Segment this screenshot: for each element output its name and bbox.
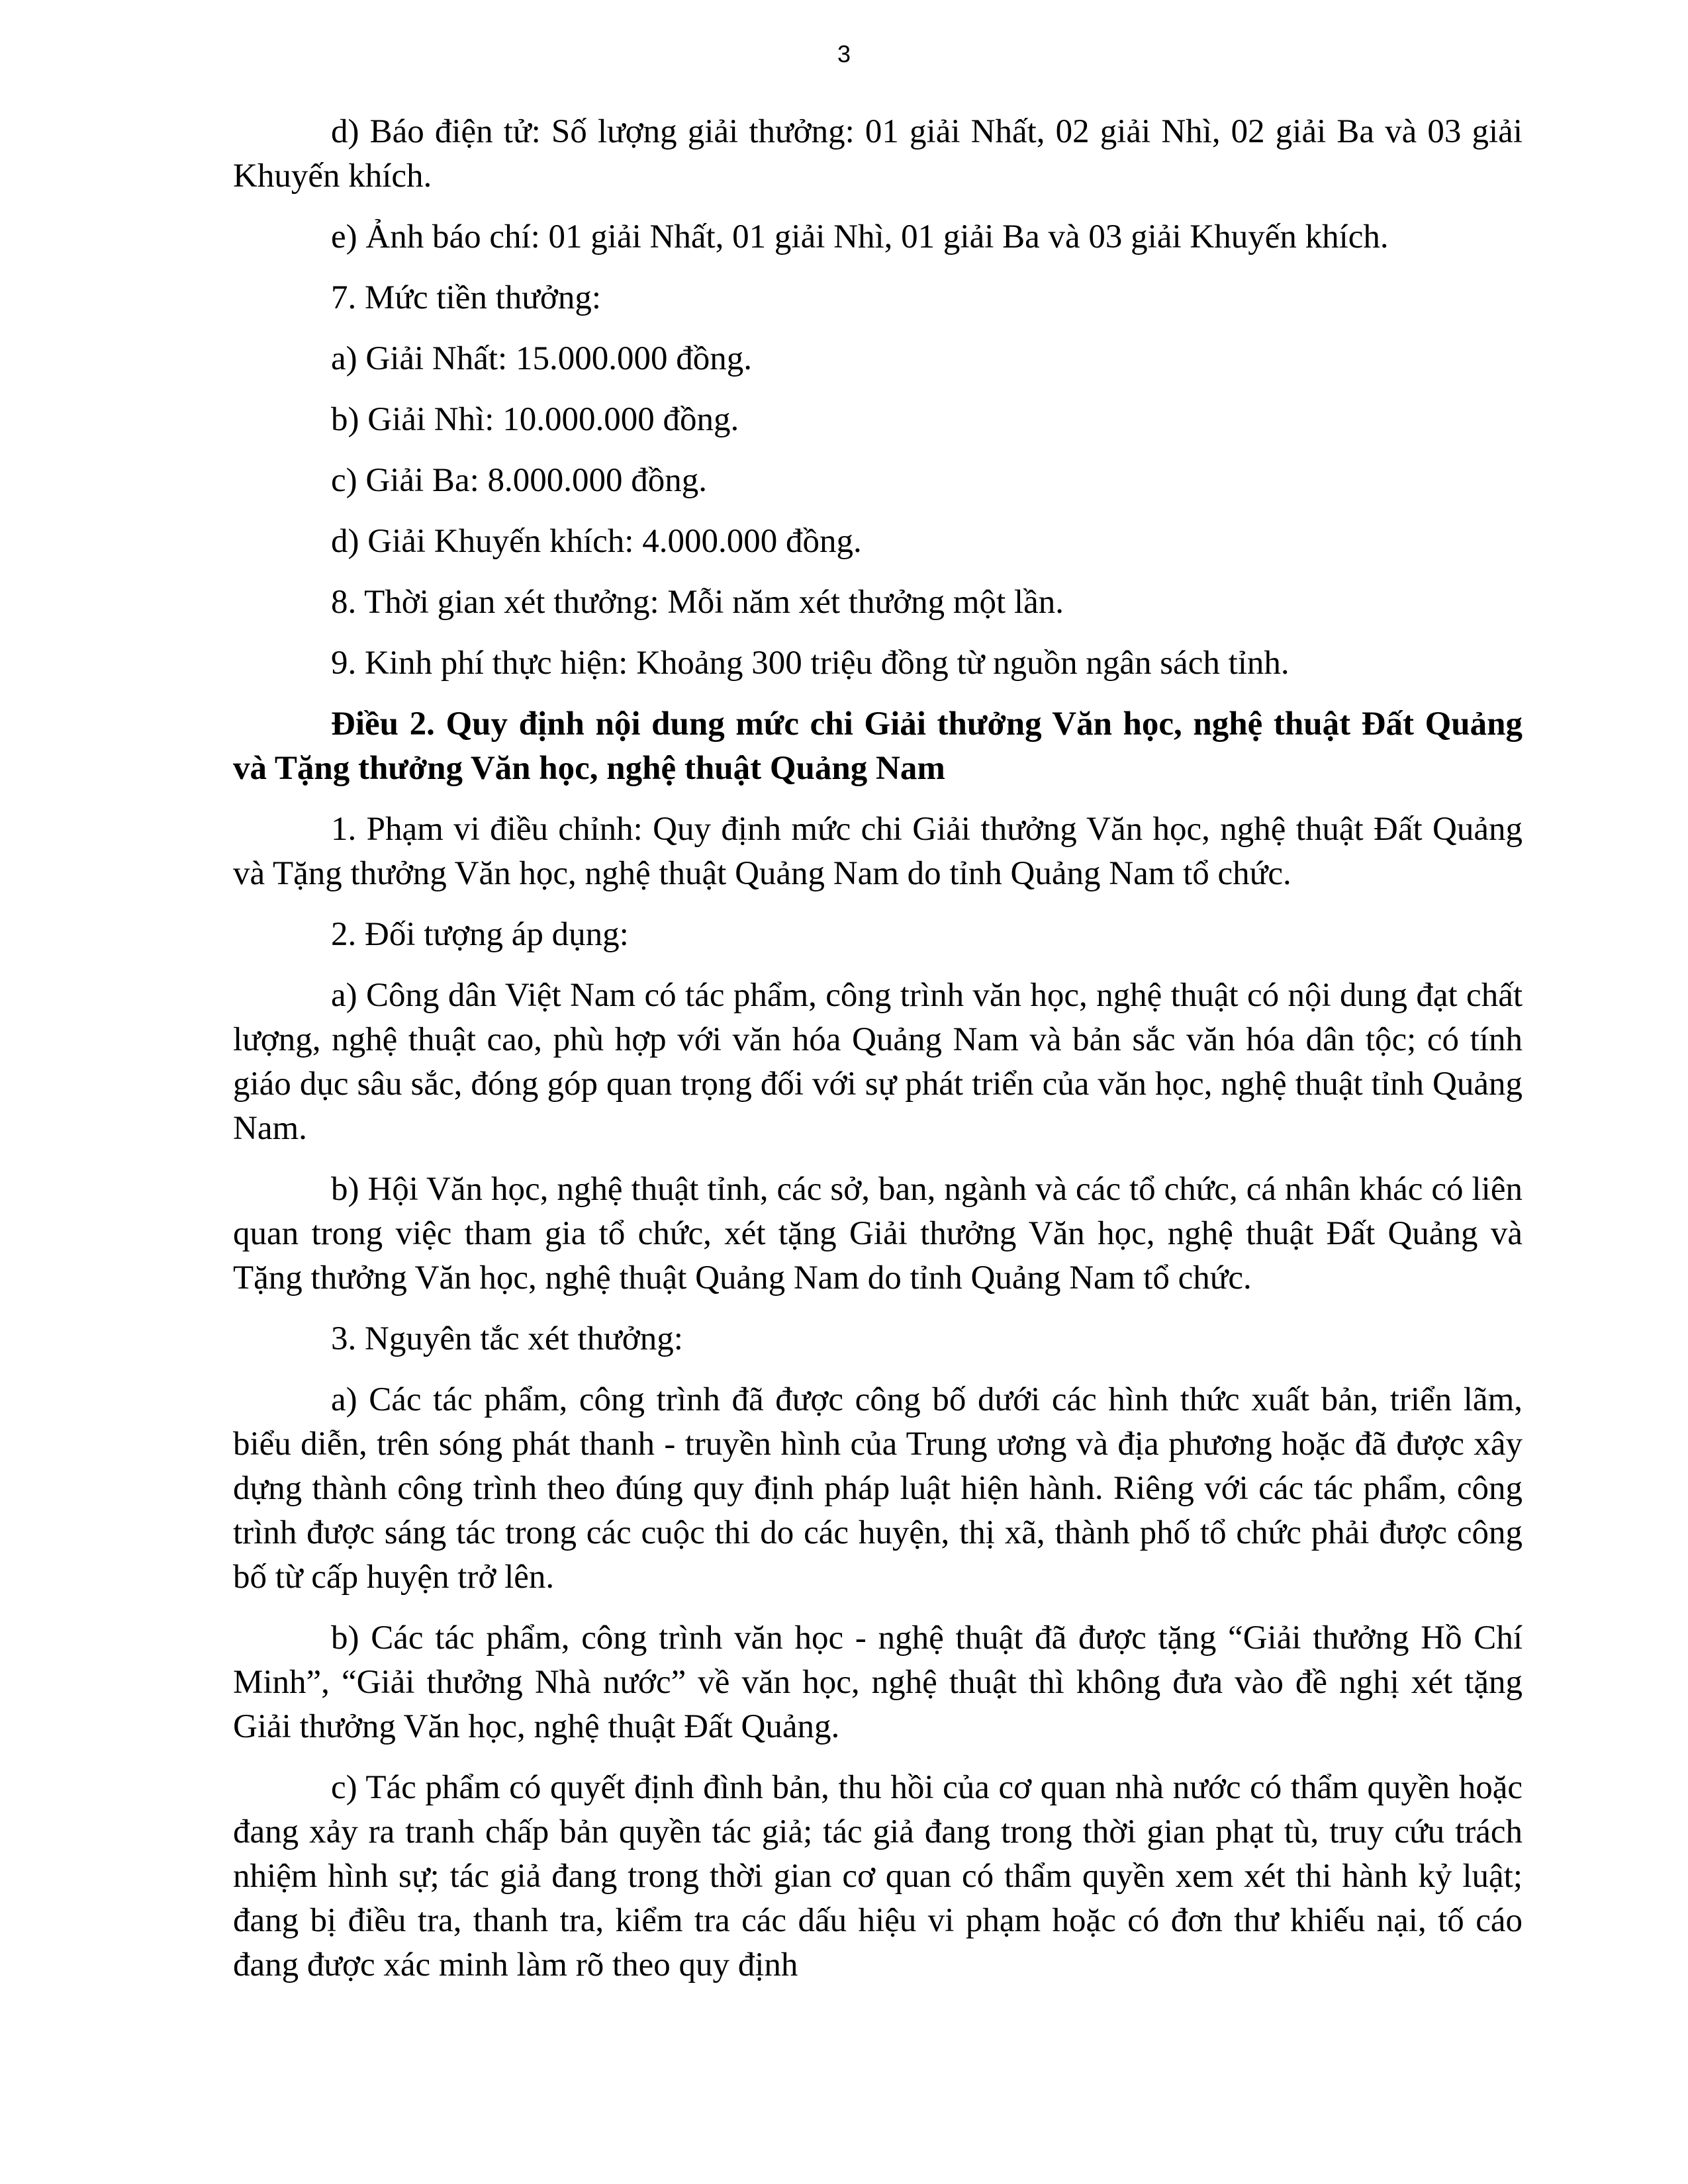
paragraph-8-award-period: 8. Thời gian xét thưởng: Mỗi năm xét thưởng một lần. <box>331 584 1064 621</box>
paragraph-7c-third-prize: c) Giải Ba: 8.000.000 đồng. <box>331 462 707 499</box>
paragraph-subjects-a: a) Công dân Việt Nam có tác phẩm, công trình văn học, nghệ thuật có nội dung đạt chất lượng, nghệ thuật cao, phù hợp với văn hóa Quảng Nam và bản sắc văn hóa dân tộc; có tính giáo dục sâu sắc, đóng góp quan trọng đối với sự phát triển của văn học, nghệ thuật tỉnh Quảng Nam. <box>233 977 1523 1147</box>
article-2-heading: Điều 2. Quy định nội dung mức chi Giải thưởng Văn học, nghệ thuật Đất Quảng và Tặng thưởng Văn học, nghệ thuật Quảng Nam <box>233 705 1523 787</box>
paragraph-principles: 3. Nguyên tắc xét thưởng: <box>331 1320 683 1357</box>
paragraph-subjects: 2. Đối tượng áp dụng: <box>331 916 629 953</box>
paragraph-7b-second-prize: b) Giải Nhì: 10.000.000 đồng. <box>331 401 739 438</box>
paragraph-6d-electronic-press: d) Báo điện tử: Số lượng giải thưởng: 01 giải Nhất, 02 giải Nhì, 02 giải Ba và 03 giải Khuyến khích. <box>233 113 1523 195</box>
paragraph-7-prize-amounts: 7. Mức tiền thưởng: <box>331 279 602 316</box>
paragraph-7a-first-prize: a) Giải Nhất: 15.000.000 đồng. <box>331 340 752 377</box>
paragraph-principles-b: b) Các tác phẩm, công trình văn học - nghệ thuật đã được tặng “Giải thưởng Hồ Chí Minh”, “Giải thưởng Nhà nước” về văn học, nghệ thuật thì không đưa vào đề nghị xét tặng Giải thưởng Văn học, nghệ thuật Đất Quảng. <box>233 1619 1523 1745</box>
paragraph-subjects-b: b) Hội Văn học, nghệ thuật tỉnh, các sở, ban, ngành và các tổ chức, cá nhân khác có liên quan trong việc tham gia tổ chức, xét tặng Giải thưởng Văn học, nghệ thuật Đất Quảng và Tặng thưởng Văn học, nghệ thuật Quảng Nam do tỉnh Quảng Nam tổ chức. <box>233 1171 1523 1297</box>
paragraph-principles-a: a) Các tác phẩm, công trình đã được công bố dưới các hình thức xuất bản, triển lãm, biểu diễn, trên sóng phát thanh - truyền hình của Trung ương và địa phương hoặc đã được xây dựng thành công trình theo đúng quy định pháp luật hiện hành. Riêng với các tác phẩm, công trình được sáng tác trong các cuộc thi do các huyện, thị xã, thành phố tổ chức phải được công bố từ cấp huyện trở lên. <box>233 1381 1523 1596</box>
document-body <box>233 110 1523 1987</box>
page-number: 3 <box>837 40 851 68</box>
paragraph-7d-encouragement-prize: d) Giải Khuyến khích: 4.000.000 đồng. <box>331 523 862 560</box>
paragraph-9-funding: 9. Kinh phí thực hiện: Khoảng 300 triệu đồng từ nguồn ngân sách tỉnh. <box>331 645 1289 682</box>
paragraph-scope: 1. Phạm vi điều chỉnh: Quy định mức chi Giải thưởng Văn học, nghệ thuật Đất Quảng và Tặng thưởng Văn học, nghệ thuật Quảng Nam do tỉnh Quảng Nam tổ chức. <box>233 811 1523 892</box>
paragraph-principles-c: c) Tác phẩm có quyết định đình bản, thu hồi của cơ quan nhà nước có thẩm quyền hoặc đang xảy ra tranh chấp bản quyền tác giả; tác giả đang trong thời gian phạt tù, truy cứu trách nhiệm hình sự; tác giả đang trong thời gian cơ quan có thẩm quyền xem xét thi hành kỷ luật; đang bị điều tra, thanh tra, kiểm tra các dấu hiệu vi phạm hoặc có đơn thư khiếu nại, tố cáo đang được xác minh làm rõ theo quy định <box>233 1769 1523 1983</box>
paragraph-6e-press-photo: e) Ảnh báo chí: 01 giải Nhất, 01 giải Nhì, 01 giải Ba và 03 giải Khuyến khích. <box>331 218 1389 255</box>
